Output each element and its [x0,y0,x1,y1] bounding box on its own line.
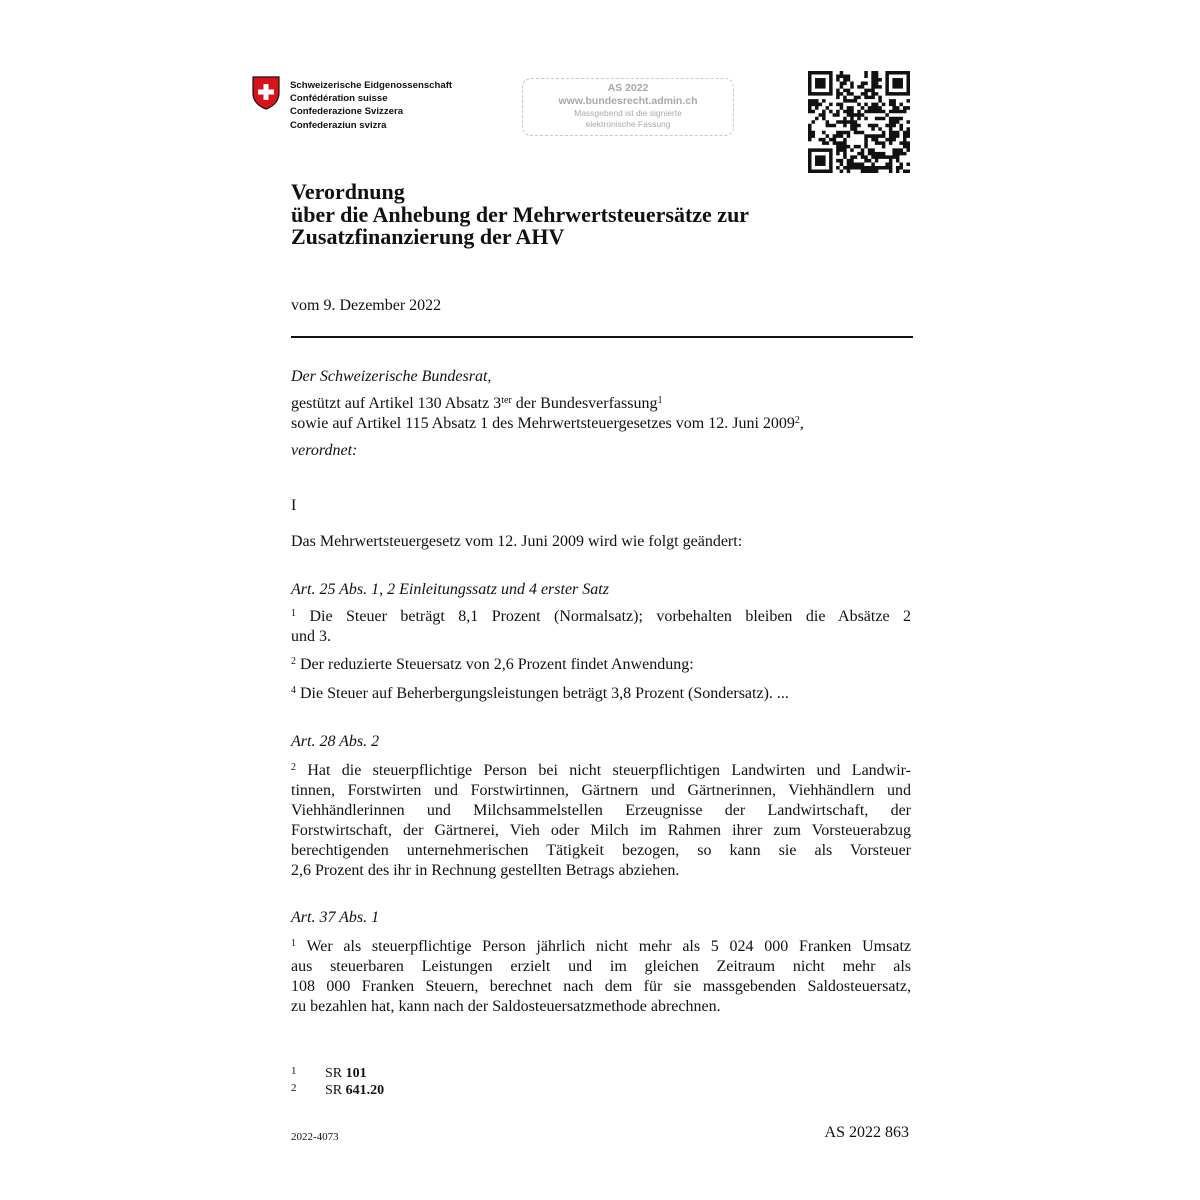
para-text: Die Steuer beträgt 8,1 Prozent (Normalsatz); vorbehalten bleiben die Absätze 2 [309,608,912,625]
art-28-line-6: 2,6 Prozent des ihr in Rechnung gestellten Betrags abziehen. [291,862,680,879]
official-publication-stamp [522,78,734,136]
art-28-heading: Art. 28 Abs. 2 [291,733,380,750]
title-line-1: Verordnung [291,179,405,204]
art-37-heading: Art. 37 Abs. 1 [291,909,380,926]
para-text: Wer als steuerpflichtige Person jährlich nicht mehr als 5 024 000 Franken Umsatz [306,938,911,955]
stamp-url: www.bundesrecht.admin.ch [558,95,698,107]
basis-1-superscript: ter [501,395,512,406]
art-25-para-4 [291,684,911,704]
confederation-name-fr: Confédération suisse [290,93,388,105]
confederation-name-de: Schweizerische Eidgenossenschaft [290,80,453,91]
confederation-name-rm: Confederaziun svizra [290,119,387,131]
para-number: 2 [291,656,296,667]
swiss-coat-of-arms-icon [252,76,280,110]
official-collection-reference: AS 2022 863 [824,1124,909,1141]
art-25-heading: Art. 25 Abs. 1, 2 Einleitungssatz und 4 erster Satz [291,581,609,598]
footnote-number: 2 [291,1082,297,1094]
qr-code-icon [808,71,910,173]
title-divider [291,336,913,338]
document-title [291,181,749,249]
footnote-prefix: SR [325,1083,346,1098]
para-number: 4 [291,685,296,696]
document-number: 2022-4073 [291,1131,339,1143]
para-text: Hat die steuerpflichtige Person bei nicht steuerpflichtigen Landwirten und Landwir- [307,762,912,779]
art-25-para-1-line-2: und 3. [291,628,331,645]
confederation-names [290,79,452,132]
preamble-basis-2 [291,414,911,434]
art-37-line-4: zu bezahlen hat, kann nach der Saldosteuersatzmethode abrechnen. [291,998,721,1015]
section-number: I [291,497,297,514]
stamp-collection: AS 2022 [607,82,649,94]
footnote-reference: 101 [345,1066,367,1081]
para-number: 2 [291,762,296,773]
footnote-ref-2[interactable]: 2 [794,415,800,426]
basis-2-text-end: , [799,415,804,432]
art-28-line-2: tinnen, Forstwirten und Forstwirtinnen, Gärtnern und Gärtnerinnen, Viehhändlern und [291,782,911,799]
art-37-line-2: aus steuerbaren Leistungen erzielt und im gleichen Zeitraum nicht mehr als [291,958,911,975]
basis-1-text: gestützt auf Artikel 130 Absatz 3 [291,395,502,412]
art-25-para-1-line-1 [291,607,911,627]
basis-1-text-end: der Bundesverfassung [511,395,658,412]
preamble-basis-1 [291,394,911,414]
art-25-para-2 [291,655,911,675]
art-37-line-3: 108 000 Franken Steuern, berechnet nach dem für sie massgebenden Saldosteuersatz, [291,978,911,995]
basis-2-text: sowie auf Artikel 115 Absatz 1 des Mehrwertsteuergesetzes vom 12. Juni 2009 [291,415,795,432]
footnote-ref-1[interactable]: 1 [657,395,663,406]
stamp-note-line2: elektronische Fassung [585,119,671,129]
para-number: 1 [291,938,296,949]
footnote-number: 1 [291,1065,297,1077]
footnote-reference: 641.20 [345,1083,385,1098]
preamble-enacting-clause: verordnet: [291,442,358,459]
title-line-2: über die Anhebung der Mehrwertsteuersätze zur [291,201,750,227]
art-28-line-4: Forstwirtschaft, der Gärtnerei, Vieh oder Milch im Rahmen ihrer zum Vorsteuerabzug [291,822,911,839]
preamble-authority: Der Schweizerische Bundesrat, [291,368,492,385]
footnote-2 [291,1080,384,1099]
art-28-line-5: berechtigenden unternehmerischen Tätigkeit bezogen, so kann sie als Vorsteuer [291,842,911,859]
footnote-prefix: SR [325,1066,346,1081]
confederation-name-it: Confederazione Svizzera [290,106,404,118]
title-line-3: Zusatzfinanzierung der AHV [291,224,565,249]
art-28-line-3: Viehhändlerinnen und Milchsammelstellen Erzeugnisse der Landwirtschaft, der [291,802,911,819]
para-number: 1 [291,608,296,619]
amendment-intro: Das Mehrwertsteuergesetz vom 12. Juni 2009 wird wie folgt geändert: [291,533,743,550]
art-37-line-1 [291,937,911,957]
art-28-line-1 [291,761,911,781]
stamp-note-line1: Massgebend ist die signierte [574,108,682,118]
para-text: Der reduzierte Steuersatz von 2,6 Prozent findet Anwendung: [300,656,694,673]
document-date: vom 9. Dezember 2022 [291,297,442,314]
para-text: Die Steuer auf Beherbergungsleistungen beträgt 3,8 Prozent (Sondersatz). ... [300,685,789,702]
